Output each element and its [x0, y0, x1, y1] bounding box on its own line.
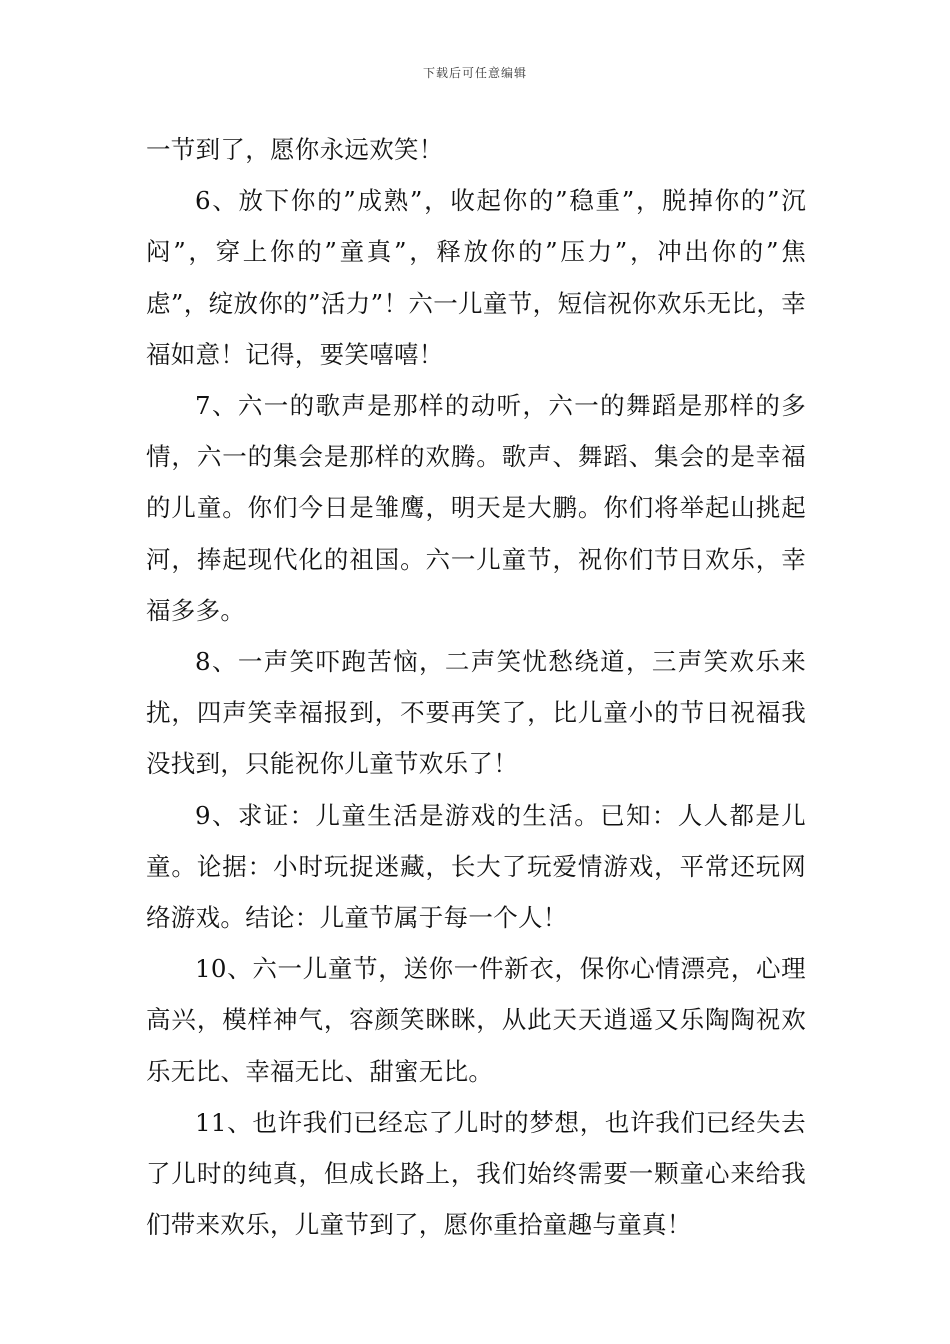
paragraph-11: 11、也许我们已经忘了儿时的梦想，也许我们已经失去了儿时的纯真，但成长路上，我们始终需要一颗童心来给我们带来欢乐，儿童节到了，愿你重拾童趣与童真！: [146, 1107, 806, 1240]
paragraph-8: 8、一声笑吓跑苦恼，二声笑忧愁绕道，三声笑欢乐来扰，四声笑幸福报到，不要再笑了，比儿童小的节日祝福我没找到，只能祝你儿童节欢乐了！: [146, 647, 806, 779]
page-header: 下载后可任意编辑: [422, 66, 527, 80]
paragraph-10: 10、六一儿童节，送你一件新衣，保你心情漂亮，心理高兴，模样神气，容颜笑眯眯，从此天天逍遥又乐陶陶祝欢乐无比、幸福无比、甜蜜无比。: [146, 954, 806, 1086]
document-body: [146, 124, 806, 1250]
paragraph-continuation: 一节到了，愿你永远欢笑！: [146, 135, 444, 164]
paragraph-7: 7、六一的歌声是那样的动听，六一的舞蹈是那样的多情，六一的集会是那样的欢腾。歌声、舞蹈、集会的是幸福的儿童。你们今日是雏鹰，明天是大鹏。你们将举起山挑起河，捧起现代化的祖国。六一儿童节，祝你们节日欢乐，幸福多多。: [146, 391, 806, 625]
paragraph-6: 6、放下你的”成熟”，收起你的”稳重”，脱掉你的”沉闷”，穿上你的”童真”，释放你的”压力”，冲出你的”焦虑”，绽放你的”活力”！六一儿童节，短信祝你欢乐无比，幸福如意！记得，要笑嘻嘻！: [146, 186, 806, 369]
paragraph-9: 9、求证：儿童生活是游戏的生活。已知：人人都是儿童。论据：小时玩捉迷藏，长大了玩爱情游戏，平常还玩网络游戏。结论：儿童节属于每一个人！: [146, 800, 806, 933]
